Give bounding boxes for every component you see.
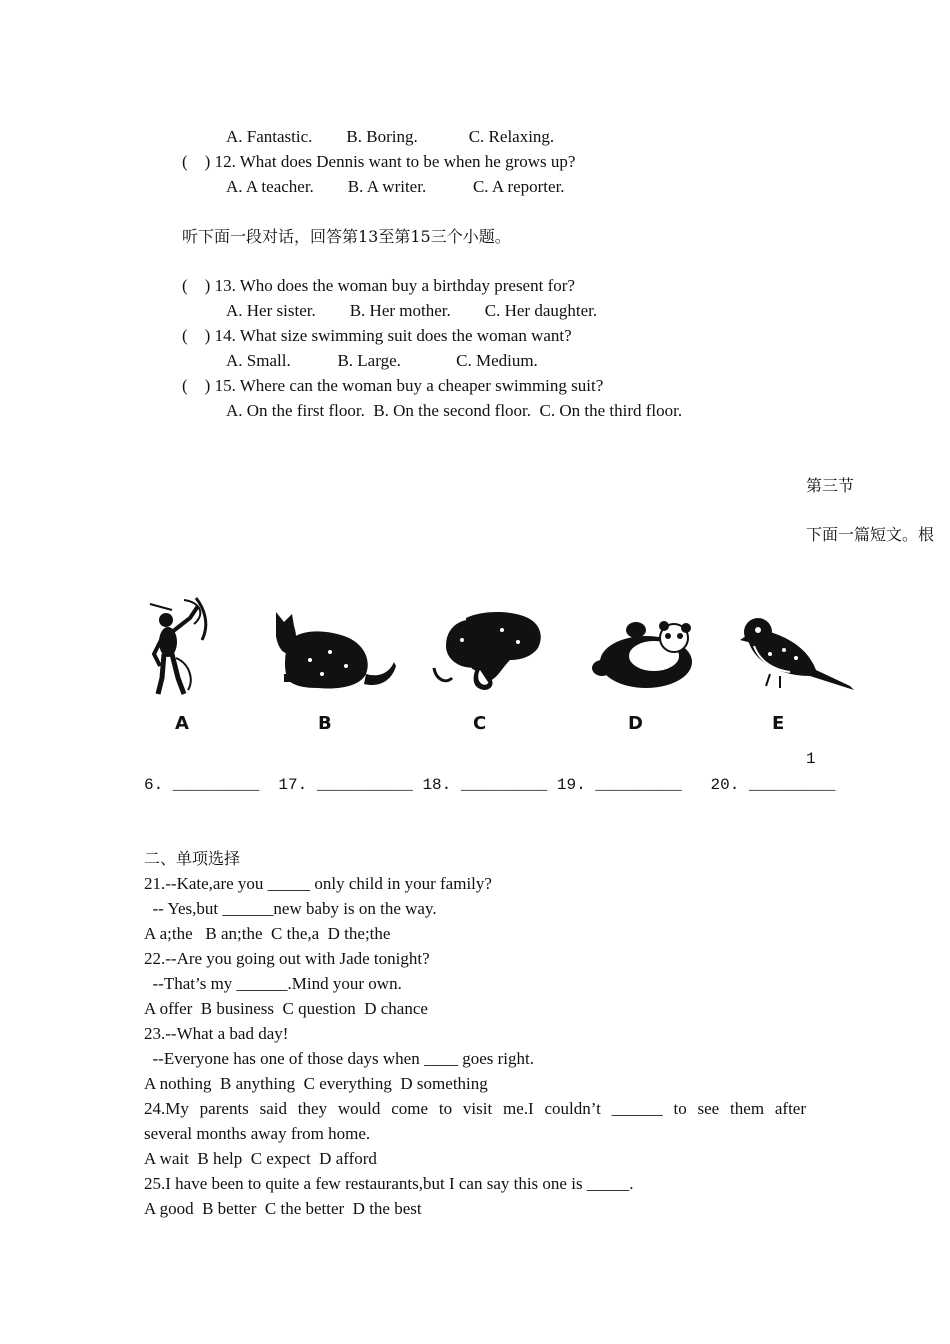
part2-line: A nothing B anything C everything D something [144,1074,488,1093]
question-12: ( ) 12. What does Dennis want to be when he grows up? [182,152,576,171]
part2-line: 21.--Kate,are you _____ only child in your family? [144,874,492,893]
panda-picture [588,616,700,692]
q15-options: A. On the first floor. B. On the second floor. C. On the third floor. [226,401,683,420]
instruction-13-15: 听下面一段对话，回答第13至第15三个小题。 [182,227,511,246]
picture-label-e: E [772,713,785,734]
overflow-digit: 1 [806,750,816,768]
q13-options: A. Her sister. B. Her mother. C. Her daughter. [226,301,598,320]
picture-label-b: B [318,713,332,734]
part2-line: --Everyone has one of those days when ____ goes right. [144,1049,534,1068]
question-13: ( ) 13. Who does the woman buy a birthday present for? [182,276,575,295]
bird-picture [740,610,858,694]
part2-line: 24.My parents said they would come to visit me.I couldn’t ______ to see them after [144,1099,806,1118]
part2-title: 二、单项选择 [144,849,241,868]
q12-options: A. A teacher. B. A writer. C. A reporter. [226,177,565,196]
part2-line: 22.--Are you going out with Jade tonight? [144,949,430,968]
part2-line: A good B better C the better D the best [144,1199,422,1218]
section3-title: 第三节 [806,476,855,495]
section3-instruction: 下面一篇短文。根 [806,525,935,544]
picture-label-d: D [628,713,643,734]
elephant-picture [432,608,544,698]
question-14: ( ) 14. What size swimming suit does the woman want? [182,326,572,345]
question-15: ( ) 15. Where can the woman buy a cheaper swimming suit? [182,376,604,395]
part2-line: 23.--What a bad day! [144,1024,289,1043]
picture-label-c: C [473,713,487,734]
answer-blanks: 6. _________ 17. __________ 18. _________ 19. _________ 20. _________ [144,776,836,794]
cat-picture [270,608,398,694]
part2-line: A wait B help C expect D afford [144,1149,377,1168]
part2-line: A a;the B an;the C the,a D the;the [144,924,391,943]
q11-options: A. Fantastic. B. Boring. C. Relaxing. [226,127,555,146]
part2-line: --That’s my ______.Mind your own. [144,974,402,993]
part2-line: 25.I have been to quite a few restaurants,but I can say this one is _____. [144,1174,634,1193]
picture-label-a: A [175,713,189,734]
part2-line: A offer B business C question D chance [144,999,428,1018]
part2-line: -- Yes,but ______new baby is on the way. [144,899,437,918]
q14-options: A. Small. B. Large. C. Medium. [226,351,538,370]
part2-line: several months away from home. [144,1124,371,1143]
monkey-picture [144,594,214,704]
